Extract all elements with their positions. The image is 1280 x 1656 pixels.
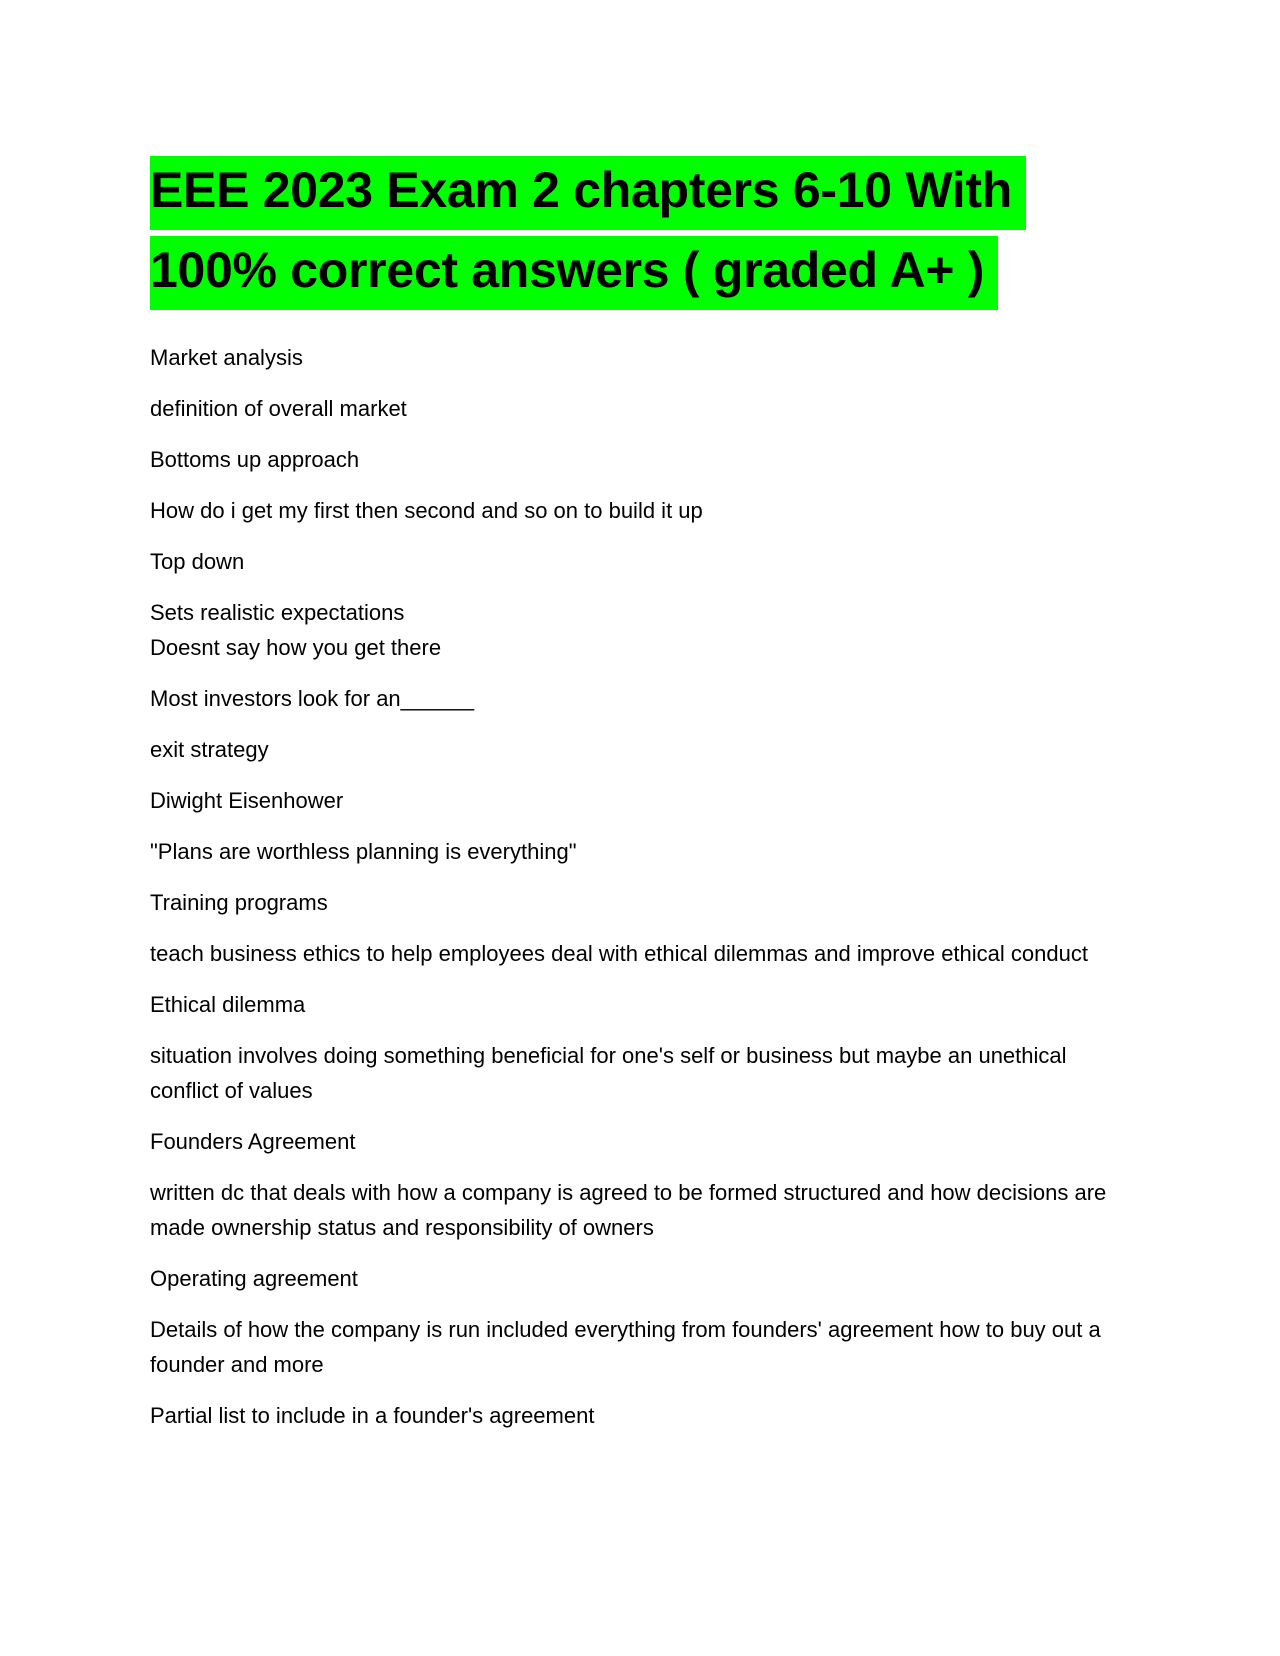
entry-6: Sets realistic expectations Doesnt say how you get there <box>150 600 442 660</box>
entry-13: Ethical dilemma <box>150 992 306 1017</box>
entry-2: definition of overall market <box>150 396 407 421</box>
entry-9: Diwight Eisenhower <box>150 788 344 813</box>
entry-7: Most investors look for an______ <box>150 686 475 711</box>
entry-17: Operating agreement <box>150 1266 358 1291</box>
entry-3: Bottoms up approach <box>150 447 360 472</box>
entry-5: Top down <box>150 549 245 574</box>
entry-10: "Plans are worthless planning is everything" <box>150 839 577 864</box>
document-title <box>150 150 1130 310</box>
entry-8: exit strategy <box>150 737 269 762</box>
entry-18: Details of how the company is run included everything from founders' agreement how to buy out a founder and more <box>150 1317 1101 1377</box>
title-highlight: EEE 2023 Exam 2 chapters 6-10 With 100% correct answers ( graded A+ ) <box>150 156 1026 310</box>
entry-4: How do i get my first then second and so on to build it up <box>150 498 703 523</box>
entry-1: Market analysis <box>150 345 303 370</box>
entry-12: teach business ethics to help employees deal with ethical dilemmas and improve ethical conduct <box>150 941 1088 966</box>
entry-19: Partial list to include in a founder's agreement <box>150 1403 595 1428</box>
entry-16: written dc that deals with how a company is agreed to be formed structured and how decisions are made ownership status and responsibility of owners <box>150 1180 1107 1240</box>
entry-14: situation involves doing something beneficial for one's self or business but maybe an unethical conflict of values <box>150 1043 1067 1103</box>
entry-15: Founders Agreement <box>150 1129 356 1154</box>
entry-11: Training programs <box>150 890 328 915</box>
document-page <box>150 150 1130 1449</box>
